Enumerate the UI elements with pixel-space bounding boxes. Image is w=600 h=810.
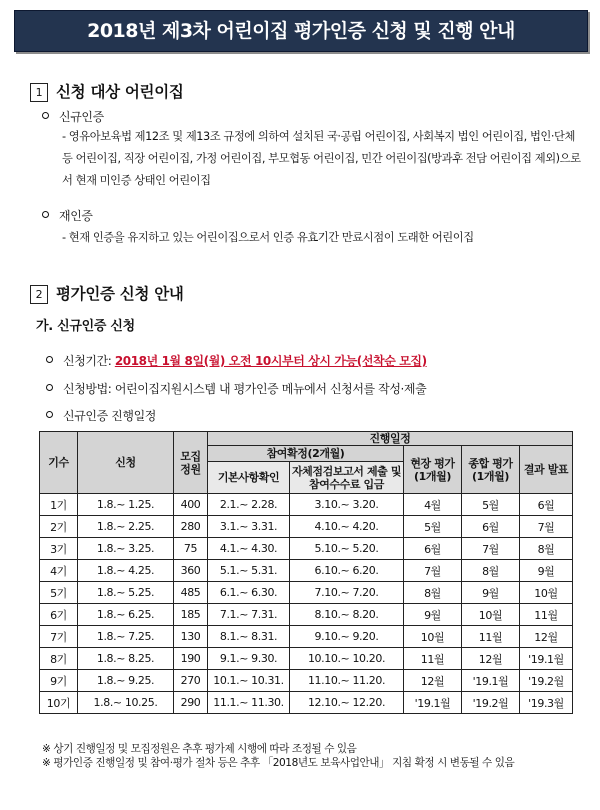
header-basic-check: 기본사항확인 <box>208 462 290 494</box>
header-quota: 모집 정원 <box>174 432 208 494</box>
cell-result: 9월 <box>520 560 573 582</box>
footnotes <box>42 742 587 770</box>
cell-apply: 1.8.~ 4.25. <box>78 560 174 582</box>
cell-field: 9월 <box>404 604 462 626</box>
cell-field: '19.1월 <box>404 692 462 714</box>
header-field-evaluation: 현장 평가 (1개월) <box>404 446 462 494</box>
table-row <box>40 692 573 714</box>
cell-apply: 1.8.~ 9.25. <box>78 670 174 692</box>
cell-round: 3기 <box>40 538 78 560</box>
cell-round: 1기 <box>40 494 78 516</box>
cell-apply: 1.8.~ 7.25. <box>78 626 174 648</box>
subsection-heading: 가. 신규인증 신청 <box>36 319 135 334</box>
table-row <box>40 648 573 670</box>
cell-field: 4월 <box>404 494 462 516</box>
cell-basic: 2.1.~ 2.28. <box>208 494 290 516</box>
table-row <box>40 604 573 626</box>
cell-self: 9.10.~ 9.20. <box>290 626 404 648</box>
table-row <box>40 516 573 538</box>
cell-total: 10월 <box>462 604 520 626</box>
cell-result: 7월 <box>520 516 573 538</box>
section-title: 신청 대상 어린이집 <box>56 83 184 101</box>
table-row <box>40 670 573 692</box>
cell-basic: 7.1.~ 7.31. <box>208 604 290 626</box>
header-round: 기수 <box>40 432 78 494</box>
cell-basic: 3.1.~ 3.31. <box>208 516 290 538</box>
cell-total: 8월 <box>462 560 520 582</box>
cell-quota: 190 <box>174 648 208 670</box>
bullet-new-certification: 신규인증 <box>42 108 104 125</box>
cell-quota: 130 <box>174 626 208 648</box>
cell-field: 5월 <box>404 516 462 538</box>
header-schedule: 진행일정 <box>208 432 573 446</box>
cell-total: 11월 <box>462 626 520 648</box>
section-number-box: 2 <box>30 285 48 304</box>
cell-quota: 360 <box>174 560 208 582</box>
cell-quota: 75 <box>174 538 208 560</box>
cell-total: '19.1월 <box>462 670 520 692</box>
cell-quota: 270 <box>174 670 208 692</box>
table-row <box>40 582 573 604</box>
cell-self: 7.10.~ 7.20. <box>290 582 404 604</box>
cell-self: 12.10.~ 12.20. <box>290 692 404 714</box>
cell-round: 10기 <box>40 692 78 714</box>
cell-round: 4기 <box>40 560 78 582</box>
cell-basic: 9.1.~ 9.30. <box>208 648 290 670</box>
bullet-re-certification: 재인증 <box>42 207 93 224</box>
cell-basic: 10.1.~ 10.31. <box>208 670 290 692</box>
cell-basic: 6.1.~ 6.30. <box>208 582 290 604</box>
cell-apply: 1.8.~ 8.25. <box>78 648 174 670</box>
cell-apply: 1.8.~ 5.25. <box>78 582 174 604</box>
cell-quota: 485 <box>174 582 208 604</box>
section-number-box: 1 <box>30 83 48 102</box>
cell-quota: 400 <box>174 494 208 516</box>
cell-round: 2기 <box>40 516 78 538</box>
cell-apply: 1.8.~ 10.25. <box>78 692 174 714</box>
cell-quota: 280 <box>174 516 208 538</box>
application-period-value: 2018년 1월 8일(월) 오전 10시부터 상시 가능(선착순 모집) <box>114 354 427 368</box>
re-certification-description: - 현재 인증을 유지하고 있는 어린이집으로서 인증 유효기간 만료시점이 도래한 어린이집 <box>62 231 474 244</box>
footnote: ※ 평가인증 진행일정 및 참여·평가 절차 등은 추후 「2018년도 보육사업안내」 지침 확정 시 변동될 수 있음 <box>42 757 515 769</box>
cell-total: 7월 <box>462 538 520 560</box>
cell-result: '19.2월 <box>520 670 573 692</box>
cell-round: 7기 <box>40 626 78 648</box>
bullet-application-method: 신청방법: 어린이집지원시스템 내 평가인증 메뉴에서 신청서를 작성·제출 <box>46 380 426 397</box>
cell-basic: 8.1.~ 8.31. <box>208 626 290 648</box>
table-row <box>40 538 573 560</box>
cell-field: 11월 <box>404 648 462 670</box>
cell-total: 5월 <box>462 494 520 516</box>
header-apply: 신청 <box>78 432 174 494</box>
schedule-table <box>39 431 573 714</box>
cell-result: '19.3월 <box>520 692 573 714</box>
cell-quota: 290 <box>174 692 208 714</box>
cell-basic: 11.1.~ 11.30. <box>208 692 290 714</box>
page-title-banner: 2018년 제3차 어린이집 평가인증 신청 및 진행 안내 <box>14 10 588 52</box>
cell-total: 12월 <box>462 648 520 670</box>
cell-apply: 1.8.~ 1.25. <box>78 494 174 516</box>
header-participation: 참여확정(2개월) <box>208 446 404 462</box>
cell-self: 11.10.~ 11.20. <box>290 670 404 692</box>
cell-field: 7월 <box>404 560 462 582</box>
cell-round: 9기 <box>40 670 78 692</box>
circle-bullet-icon <box>46 411 53 418</box>
cell-total: 6월 <box>462 516 520 538</box>
cell-field: 6월 <box>404 538 462 560</box>
circle-bullet-icon <box>46 384 53 391</box>
table-row <box>40 626 573 648</box>
header-total-evaluation: 종합 평가 (1개월) <box>462 446 520 494</box>
cell-basic: 4.1.~ 4.30. <box>208 538 290 560</box>
cell-self: 8.10.~ 8.20. <box>290 604 404 626</box>
cell-apply: 1.8.~ 2.25. <box>78 516 174 538</box>
cell-self: 6.10.~ 6.20. <box>290 560 404 582</box>
circle-bullet-icon <box>42 112 49 119</box>
new-certification-description: - 영유아보육법 제12조 및 제13조 규정에 의하여 설치된 국·공립 어린이집, 사회복지 법인 어린이집, 법인·단체 등 어린이집, 직장 어린이집, 가정 어린이집, 부모협동 어린이집, 민간 어린이집(방과후 전담 어린이집 제외)으로서 현재 미인증 상태인 어린이집 <box>62 130 581 187</box>
table-row <box>40 494 573 516</box>
circle-bullet-icon <box>42 211 49 218</box>
cell-self: 10.10.~ 10.20. <box>290 648 404 670</box>
cell-basic: 5.1.~ 5.31. <box>208 560 290 582</box>
cell-result: 10월 <box>520 582 573 604</box>
cell-self: 5.10.~ 5.20. <box>290 538 404 560</box>
cell-round: 8기 <box>40 648 78 670</box>
table-row <box>40 560 573 582</box>
cell-quota: 185 <box>174 604 208 626</box>
header-result: 결과 발표 <box>520 446 573 494</box>
cell-round: 6기 <box>40 604 78 626</box>
bullet-schedule: 신규인증 진행일정 <box>46 407 156 424</box>
cell-apply: 1.8.~ 6.25. <box>78 604 174 626</box>
section-title: 평가인증 신청 안내 <box>56 285 184 303</box>
cell-result: '19.1월 <box>520 648 573 670</box>
bullet-application-period: 신청기간: 2018년 1월 8일(월) 오전 10시부터 상시 가능(선착순 모집) <box>46 352 427 369</box>
section-1-heading <box>30 80 184 102</box>
cell-field: 8월 <box>404 582 462 604</box>
cell-total: '19.2월 <box>462 692 520 714</box>
cell-result: 8월 <box>520 538 573 560</box>
cell-total: 9월 <box>462 582 520 604</box>
cell-apply: 1.8.~ 3.25. <box>78 538 174 560</box>
cell-result: 6월 <box>520 494 573 516</box>
cell-result: 12월 <box>520 626 573 648</box>
cell-self: 3.10.~ 3.20. <box>290 494 404 516</box>
cell-field: 10월 <box>404 626 462 648</box>
footnote: ※ 상기 진행일정 및 모집정원은 추후 평가제 시행에 따라 조정될 수 있음 <box>42 743 357 755</box>
cell-self: 4.10.~ 4.20. <box>290 516 404 538</box>
cell-field: 12월 <box>404 670 462 692</box>
cell-result: 11월 <box>520 604 573 626</box>
header-self-check: 자체점검보고서 제출 및 참여수수료 입금 <box>290 462 404 494</box>
cell-round: 5기 <box>40 582 78 604</box>
section-2-heading <box>30 282 184 304</box>
circle-bullet-icon <box>46 356 53 363</box>
